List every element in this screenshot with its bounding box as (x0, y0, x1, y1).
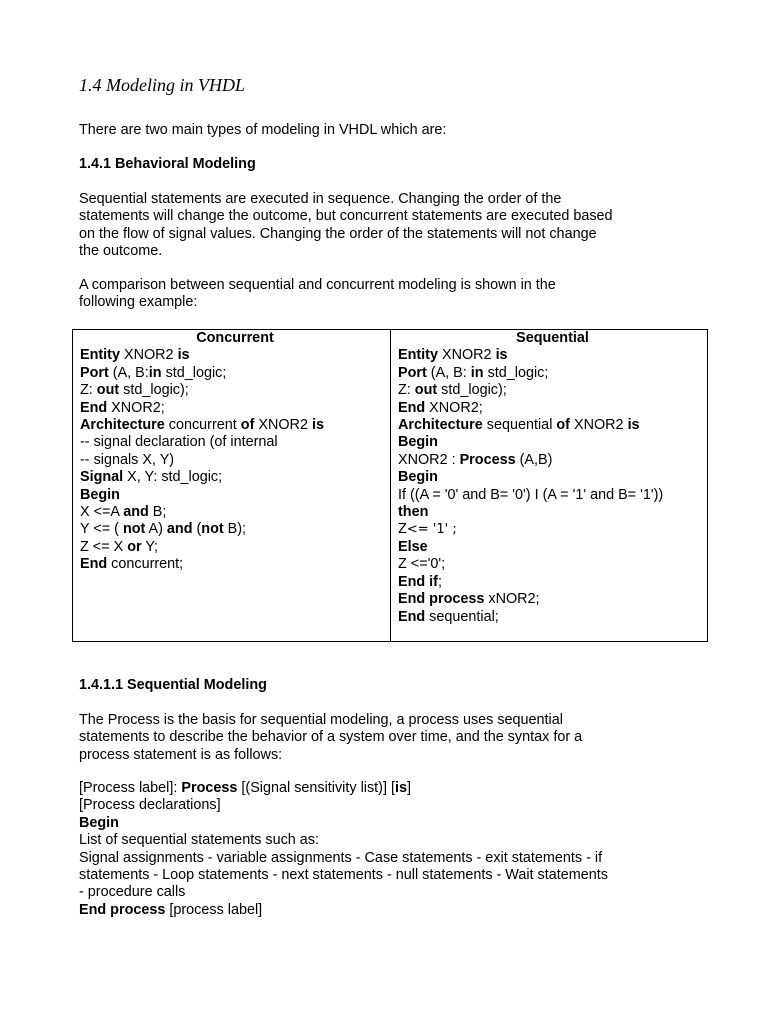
code-text: statements - Loop statements - next statements - null statements - Wait statements (79, 867, 608, 884)
paragraph-line: following example: (79, 294, 198, 311)
paragraph-line: statements to describe the behavior of a system over time, and the syntax for a (79, 729, 583, 746)
code-text: XNOR2 (254, 417, 312, 434)
code-text: Z <='0'; (398, 556, 446, 573)
code-text: Z: (80, 382, 97, 399)
keyword: is (394, 780, 407, 796)
code-line (398, 347, 707, 364)
code-text: ] (406, 780, 411, 796)
keyword: Port (80, 364, 109, 381)
keyword: is (311, 417, 324, 434)
sequential-header: Sequential (516, 330, 589, 346)
concurrent-header: Concurrent (196, 330, 274, 346)
keyword: and (123, 504, 149, 521)
code-line (398, 504, 707, 521)
code-text: [Process label]: (79, 780, 182, 796)
paragraph-line: A comparison between sequential and concurrent modeling is shown in the (79, 277, 556, 293)
code-text: [process label] (165, 901, 263, 918)
code-text: sequential; (425, 608, 499, 625)
paragraph-line: the outcome. (79, 243, 163, 260)
code-line (80, 452, 390, 469)
code-line (80, 487, 390, 504)
paragraph-line: statements will change the outcome, but concurrent statements are executed based (79, 208, 613, 225)
comparison-table (72, 329, 708, 642)
code-text: Z <= X (80, 538, 128, 555)
comparison-paragraph (79, 277, 659, 312)
keyword: Entity (398, 347, 438, 364)
code-line (398, 417, 707, 434)
code-line (398, 591, 707, 608)
code-text: std_logic; (161, 364, 227, 381)
code-line (398, 434, 707, 451)
section-title: 1.4 Modeling in VHDL (79, 75, 245, 95)
code-line (79, 902, 719, 919)
keyword: Entity (80, 347, 120, 364)
code-text: XNOR2; (107, 399, 165, 416)
sequential-code (398, 347, 707, 626)
code-text: ; (437, 573, 442, 590)
code-text: ( (192, 521, 202, 538)
paragraph-line: process statement is as follows: (79, 746, 283, 763)
paragraph-line: Sequential statements are executed in sequence. Changing the order of the (79, 191, 562, 207)
code-text: concurrent (164, 417, 241, 434)
code-line (398, 382, 707, 399)
code-line (80, 469, 390, 486)
code-text: std_logic); (119, 382, 189, 399)
code-line (80, 504, 390, 521)
code-line (80, 347, 390, 364)
code-line (398, 365, 707, 382)
code-text: If ((A = '0' and B= '0') I (A = '1' and B= '1')) (398, 486, 664, 503)
code-text: B); (223, 521, 247, 538)
code-line (80, 521, 390, 538)
code-line (398, 452, 707, 469)
code-text: XNOR2 : (398, 451, 460, 468)
keyword: Begin (398, 434, 438, 451)
keyword: End process (398, 591, 485, 608)
code-text: [(Signal sensitivity list)] [ (237, 780, 395, 796)
keyword: End (398, 608, 426, 625)
code-text: - procedure calls (79, 884, 186, 901)
code-line (398, 521, 707, 538)
keyword: End (398, 399, 426, 416)
code-text: sequential (482, 417, 557, 434)
paragraph-line: The Process is the basis for sequential modeling, a process uses sequential (79, 712, 563, 728)
code-line (79, 884, 719, 901)
code-text: Y <= ( (80, 521, 123, 538)
keyword: is (177, 347, 190, 364)
code-text: Y; (141, 538, 159, 555)
code-text: XNOR2 (569, 417, 628, 434)
code-line (79, 850, 719, 867)
keyword: of (240, 417, 255, 434)
code-line (79, 815, 719, 832)
code-line (80, 382, 390, 399)
keyword: Else (398, 538, 428, 555)
keyword: out (414, 382, 438, 399)
code-line (80, 365, 390, 382)
code-text: std_logic); (437, 382, 507, 399)
code-text: -- signal declaration (of internal (80, 434, 278, 451)
code-text: XNOR2 (119, 347, 178, 364)
code-line (80, 417, 390, 434)
keyword: End (80, 399, 108, 416)
code-line (398, 556, 707, 573)
keyword: Architecture (398, 417, 483, 434)
keyword: Begin (79, 814, 119, 831)
keyword: Process (181, 780, 238, 796)
code-text: Z: (398, 382, 415, 399)
code-text: A) (145, 521, 167, 538)
keyword: not (201, 521, 224, 538)
code-text: Z<= '1' ; (398, 522, 457, 538)
code-line (79, 797, 719, 814)
code-line (79, 780, 719, 797)
keyword: is (495, 347, 508, 364)
code-text: (A, B: (108, 364, 149, 381)
keyword: not (122, 521, 146, 538)
code-line (398, 487, 707, 504)
keyword: out (96, 382, 120, 399)
keyword: End process (79, 901, 166, 918)
sequential-modeling-heading: 1.4.1.1 Sequential Modeling (79, 677, 267, 693)
code-text: (A,B) (515, 451, 553, 468)
code-line (398, 469, 707, 486)
code-text: XNOR2 (437, 347, 496, 364)
keyword: is (627, 417, 640, 434)
process-syntax (79, 780, 719, 919)
keyword: or (127, 538, 142, 555)
code-line (79, 867, 719, 884)
keyword: End if (398, 573, 438, 590)
code-line (80, 556, 390, 573)
code-text: xNOR2; (484, 591, 540, 608)
code-text: List of sequential statements such as: (79, 832, 319, 849)
concurrent-column (73, 330, 391, 642)
behavioral-paragraph (79, 191, 659, 261)
keyword: Begin (80, 486, 120, 503)
keyword: in (148, 364, 162, 381)
intro-paragraph: There are two main types of modeling in VHDL which are: (79, 122, 447, 138)
sequential-column (391, 330, 708, 642)
keyword: Signal (80, 469, 124, 486)
keyword: then (398, 504, 429, 521)
code-line (398, 400, 707, 417)
code-text: X, Y: std_logic; (123, 469, 223, 486)
code-line (398, 609, 707, 626)
code-text: [Process declarations] (79, 797, 221, 814)
keyword: Port (398, 364, 427, 381)
code-text: std_logic; (483, 364, 549, 381)
keyword: Begin (398, 469, 438, 486)
keyword: of (556, 417, 570, 434)
keyword: Process (459, 451, 516, 468)
code-text: X <=A (80, 504, 124, 521)
code-line (80, 434, 390, 451)
concurrent-code (80, 347, 390, 573)
code-text: (A, B: (426, 364, 471, 381)
behavioral-heading: 1.4.1 Behavioral Modeling (79, 156, 256, 172)
code-text: concurrent; (107, 556, 184, 573)
code-text: B; (148, 504, 167, 521)
paragraph-line: on the flow of signal values. Changing the order of the statements will not change (79, 225, 597, 242)
code-line (80, 400, 390, 417)
code-line (398, 574, 707, 591)
code-text: Signal assignments - variable assignments - Case statements - exit statements - if (79, 849, 603, 866)
keyword: End (80, 556, 108, 573)
keyword: in (470, 364, 484, 381)
code-text: XNOR2; (425, 399, 483, 416)
code-line (80, 539, 390, 556)
code-line (398, 539, 707, 556)
sequential-modeling-paragraph (79, 712, 659, 764)
keyword: and (166, 521, 193, 538)
code-line (79, 832, 719, 849)
keyword: Architecture (80, 417, 165, 434)
code-text: -- signals X, Y) (80, 451, 175, 468)
